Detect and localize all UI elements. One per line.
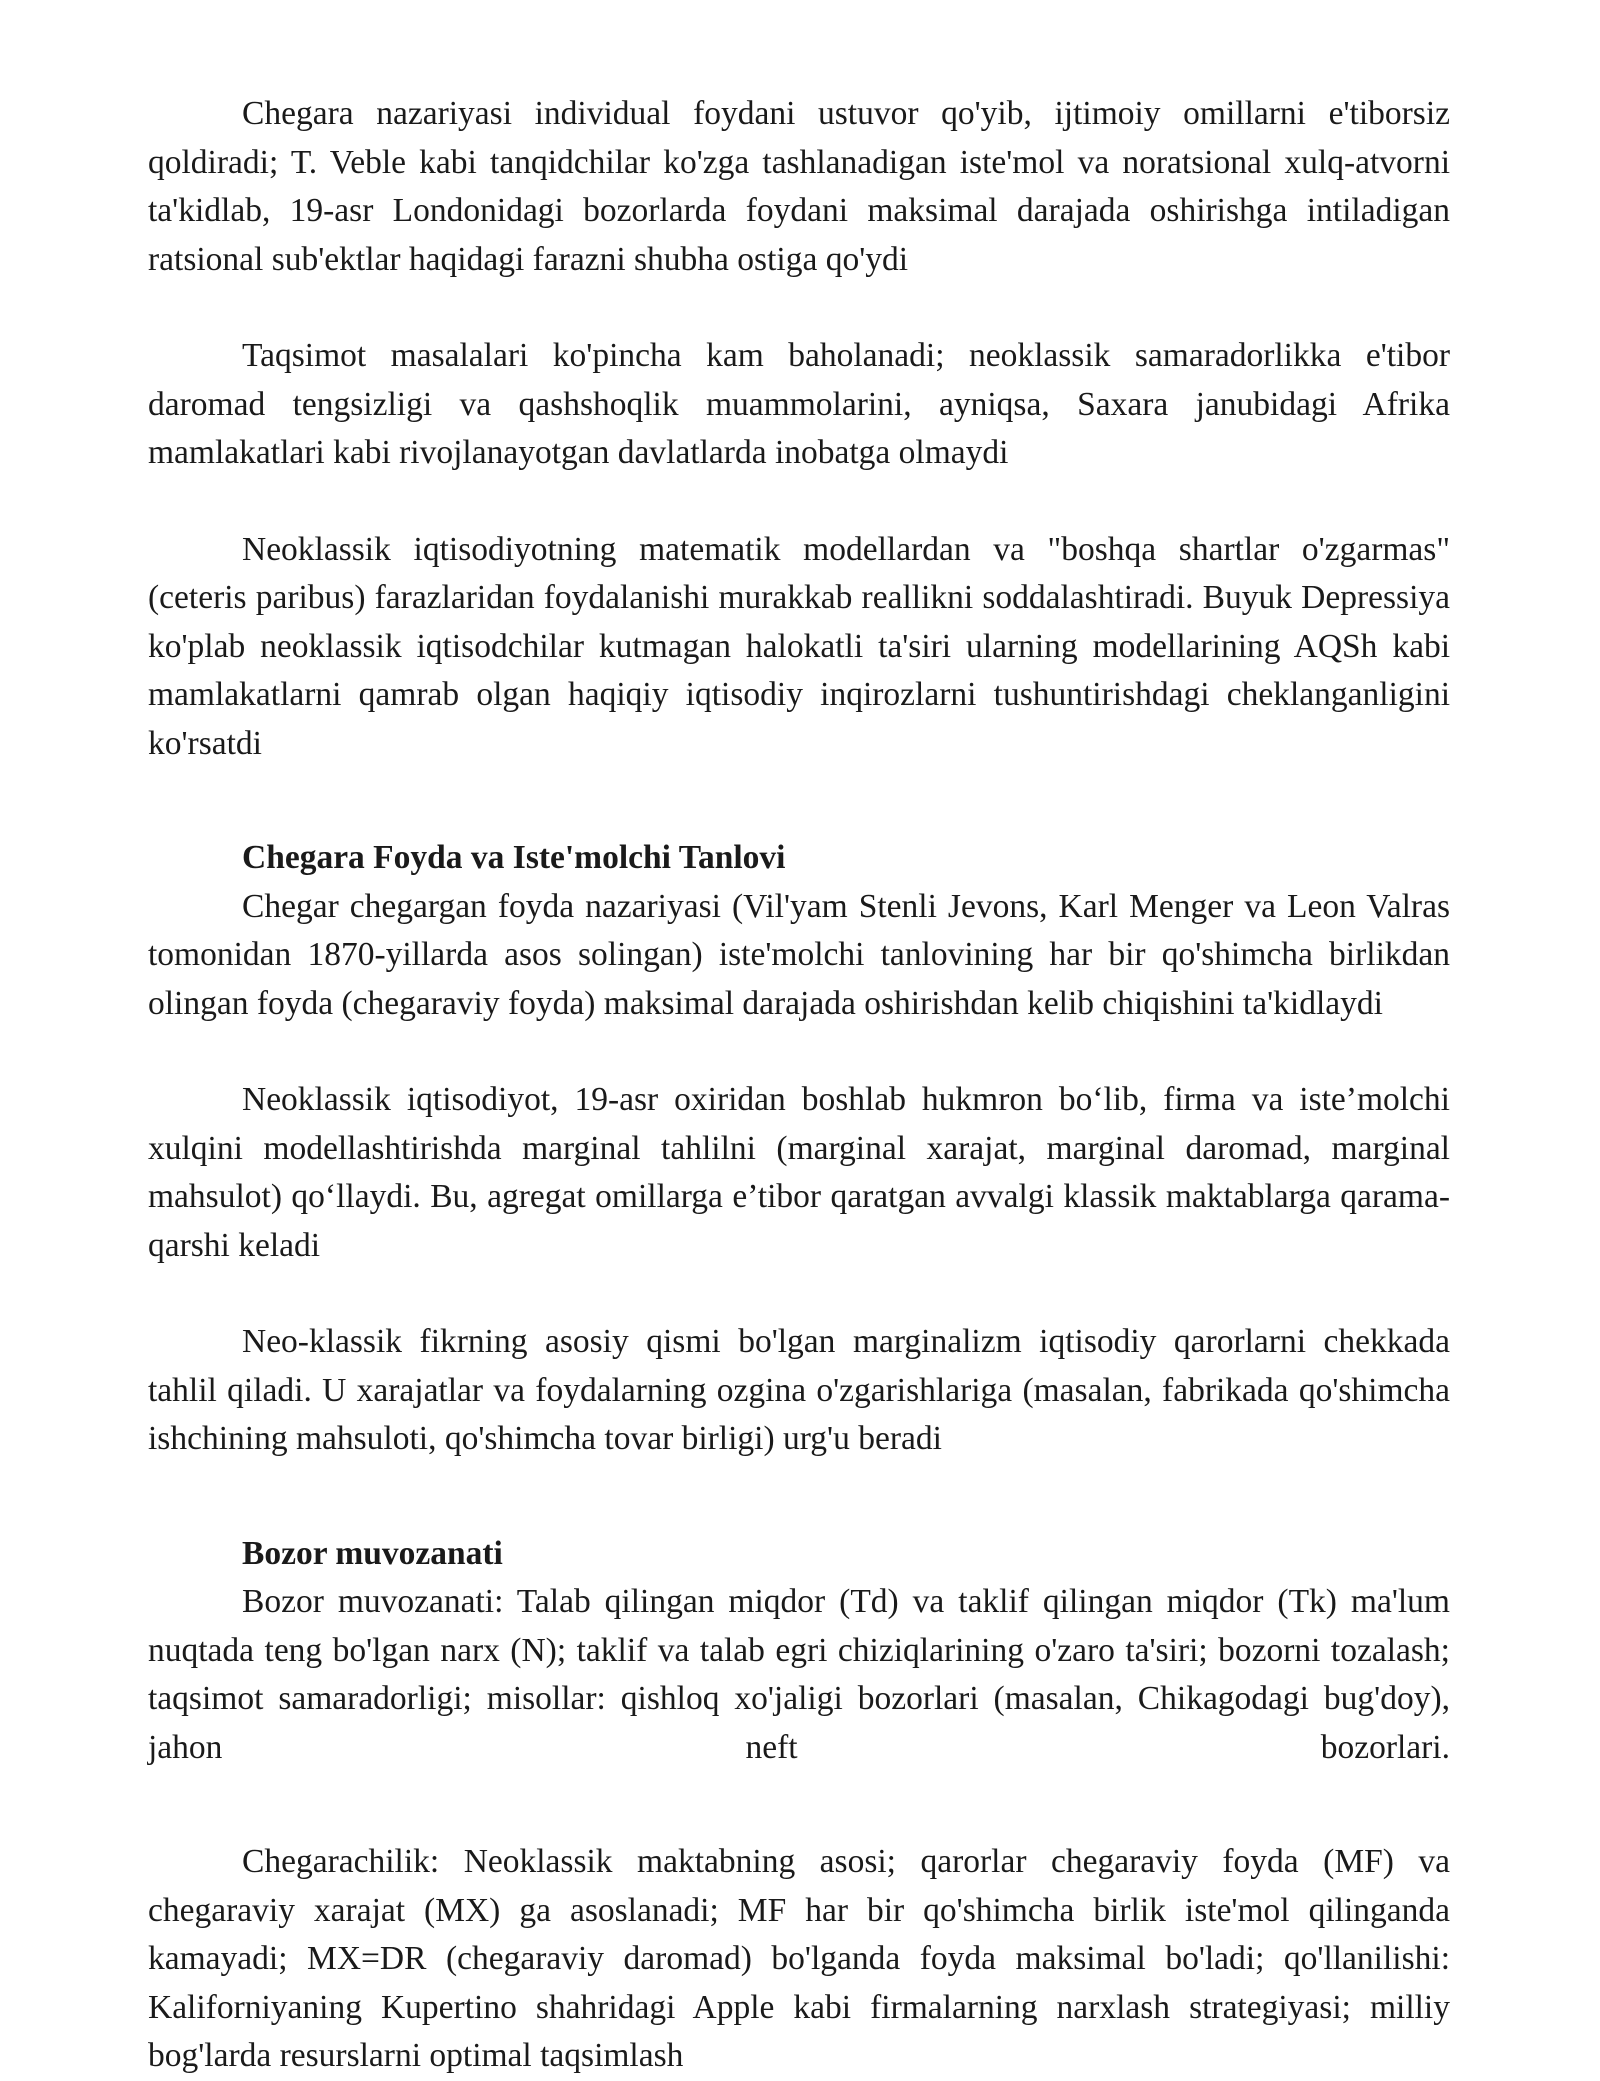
document-page [148, 90, 1450, 2081]
paragraph-marginalism: Neo-klassik fikrning asosiy qismi bo'lgan marginalizm iqtisodiy qarorlarni chekkada tahlil qiladi. U xarajatlar va foydalarning ozgina o'zgarishlariga (masalan, fabrikada qo'shimcha ishchining mahsuloti, qo'shimcha tovar birligi) urg'u beradi [148, 1323, 1450, 1457]
paragraph-market-equilibrium: Bozor muvozanati: Talab qilingan miqdor (Td) va taklif qilingan miqdor (Tk) ma'lum nuqtada teng bo'lgan narx (N); taklif va talab egri chiziqlarining o'zaro ta'siri; bozorni tozalash; taqsimot samaradorligi; misollar: qishloq xo'jaligi bozorlari (masalan, Chikagodagi bug'doy), jahon neft bozorlari. [148, 1583, 1450, 1766]
section-heading-marginal-utility: Chegara Foyda va Iste'molchi Tanlovi [242, 839, 786, 876]
paragraph-mathematical-models: Neoklassik iqtisodiyotning matematik modellardan va "boshqa shartlar o'zgarmas" (ceteris paribus) farazlaridan foydalanishi murakkab reallikni soddalashtiradi. Buyuk Depressiya ko'plab neoklassik iqtisodchilar kutmagan halokatli ta'siri ularning modellarining AQSh kabi mamlakatlarni qamrab olgan haqiqiy iqtisodiy inqirozlarni tushuntirishdagi cheklanganligini ko'rsatdi [148, 530, 1450, 762]
paragraph-distribution-issues: Taqsimot masalalari ko'pincha kam baholanadi; neoklassik samaradorlikka e'tibor daromad tengsizligi va qashshoqlik muammolarini, ayniqsa, Saxara janubidagi Afrika mamlakatlari kabi rivojlanayotgan davlatlarda inobatga olmaydi [148, 337, 1450, 471]
paragraph-marginal-utility-theory: Chegar chegargan foyda nazariyasi (Vil'yam Stenli Jevons, Karl Menger va Leon Valras tomonidan 1870-yillarda asos solingan) iste'molchi tanlovining har bir qo'shimcha birlikdan olingan foyda (chegaraviy foyda) maksimal darajada oshirishdan kelib chiqishini ta'kidlaydi [148, 887, 1450, 1022]
paragraph-neoclassical-marginal-analysis: Neoklassik iqtisodiyot, 19-asr oxiridan boshlab hukmron bo‘lib, firma va iste’molchi xulqini modellashtirishda marginal tahlilni (marginal xarajat, marginal daromad, marginal mahsulot) qo‘llaydi. Bu, agregat omillarga e’tibor qaratgan avvalgi klassik maktablarga qarama-qarshi keladi [148, 1081, 1450, 1264]
section-heading-market-equilibrium: Bozor muvozanati [242, 1534, 503, 1572]
paragraph-marginal-critique: Chegara nazariyasi individual foydani ustuvor qo'yib, ijtimoiy omillarni e'tiborsiz qoldiradi; T. Veble kabi tanqidchilar ko'zga tashlanadigan iste'mol va noratsional xulq-atvorni ta'kidlab, 19-asr Londonidagi bozorlarda foydani maksimal darajada oshirishga intiladigan ratsional sub'ektlar haqidagi farazni shubha ostiga qo'ydi [148, 95, 1450, 278]
paragraph-marginalism-definition: Chegarachilik: Neoklassik maktabning asosi; qarorlar chegaraviy foyda (MF) va chegaraviy xarajat (MX) ga asoslanadi; MF har bir qo'shimcha birlik iste'mol qilinganda kamayadi; MX=DR (chegaraviy daromad) bo'lganda foyda maksimal bo'ladi; qo'llanilishi: Kaliforniyaning Kupertino shahridagi Apple kabi firmalarning narxlash strategiyasi; milliy bog'larda resurslarni optimal taqsimlash [148, 1843, 1450, 2074]
